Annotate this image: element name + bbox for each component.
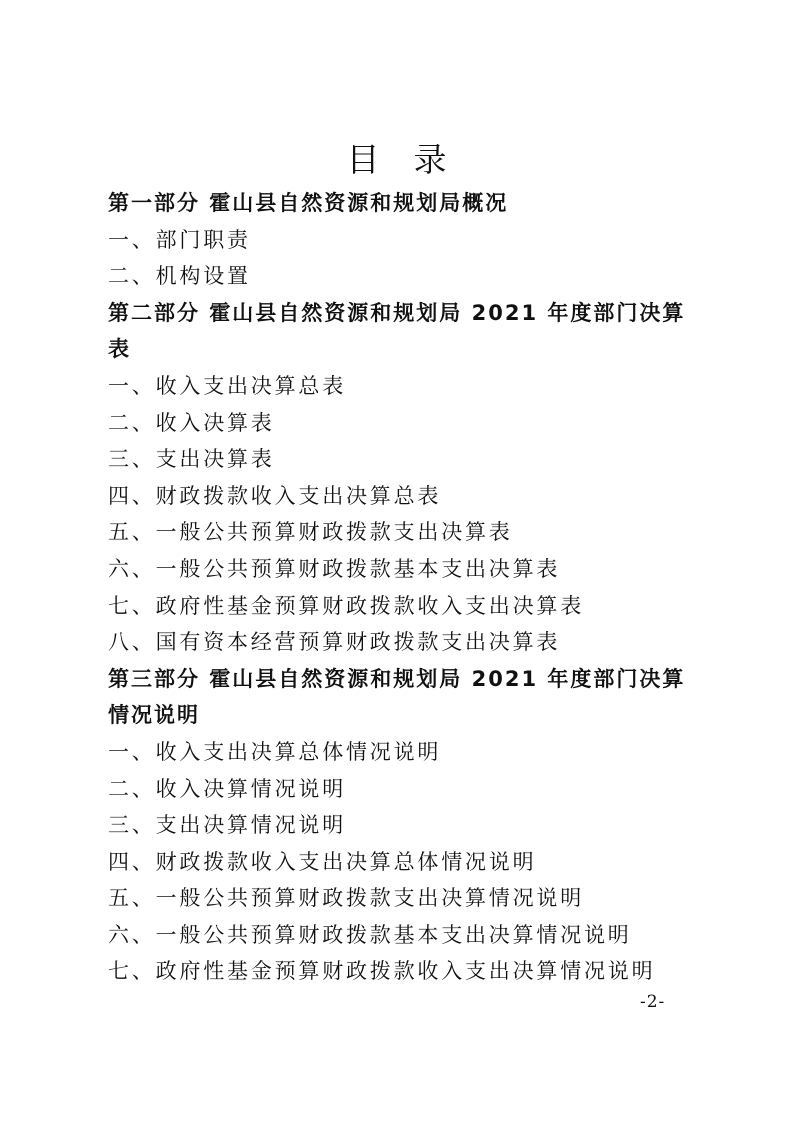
toc-item-organization-setup: 二、机构设置: [108, 264, 251, 289]
toc-part-3-heading: 第三部分 霍山县自然资源和规划局 2021 年度部门决算: [108, 666, 686, 691]
toc-part-3-heading-continued: 情况说明: [108, 703, 200, 728]
toc-item-fiscal-appropriation-explanation: 四、财政拨款收入支出决算总体情况说明: [108, 849, 537, 874]
toc-item-income-expenditure-summary: 一、收入支出决算总表: [108, 373, 346, 398]
table-of-contents: [108, 185, 708, 990]
toc-item-government-fund-explanation: 七、政府性基金预算财政拨款收入支出决算情况说明: [108, 959, 656, 984]
toc-item-departmental-duties: 一、部门职责: [108, 227, 251, 252]
toc-item-income-table: 二、收入决算表: [108, 410, 275, 435]
toc-item-expenditure-table: 三、支出决算表: [108, 447, 275, 472]
toc-item-general-budget-expenditure: 五、一般公共预算财政拨款支出决算表: [108, 520, 513, 545]
toc-item-income-explanation: 二、收入决算情况说明: [108, 776, 346, 801]
page-number: -2-: [640, 992, 666, 1012]
toc-part-1-heading: 第一部分 霍山县自然资源和规划局概况: [108, 191, 509, 215]
toc-part-2-heading-continued: 表: [108, 337, 131, 362]
toc-item-fiscal-appropriation-summary: 四、财政拨款收入支出决算总表: [108, 483, 442, 508]
toc-item-general-budget-basic-expenditure: 六、一般公共预算财政拨款基本支出决算表: [108, 556, 561, 581]
page-title: 目录: [346, 140, 481, 179]
toc-item-government-fund-budget: 七、政府性基金预算财政拨款收入支出决算表: [108, 593, 584, 618]
toc-item-overall-explanation: 一、收入支出决算总体情况说明: [108, 739, 442, 764]
toc-item-general-budget-expenditure-explanation: 五、一般公共预算财政拨款支出决算情况说明: [108, 886, 584, 911]
toc-item-general-budget-basic-explanation: 六、一般公共预算财政拨款基本支出决算情况说明: [108, 922, 632, 947]
toc-item-expenditure-explanation: 三、支出决算情况说明: [108, 813, 346, 838]
toc-item-state-capital-budget: 八、国有资本经营预算财政拨款支出决算表: [108, 630, 561, 655]
toc-part-2-heading: 第二部分 霍山县自然资源和规划局 2021 年度部门决算: [108, 300, 686, 325]
